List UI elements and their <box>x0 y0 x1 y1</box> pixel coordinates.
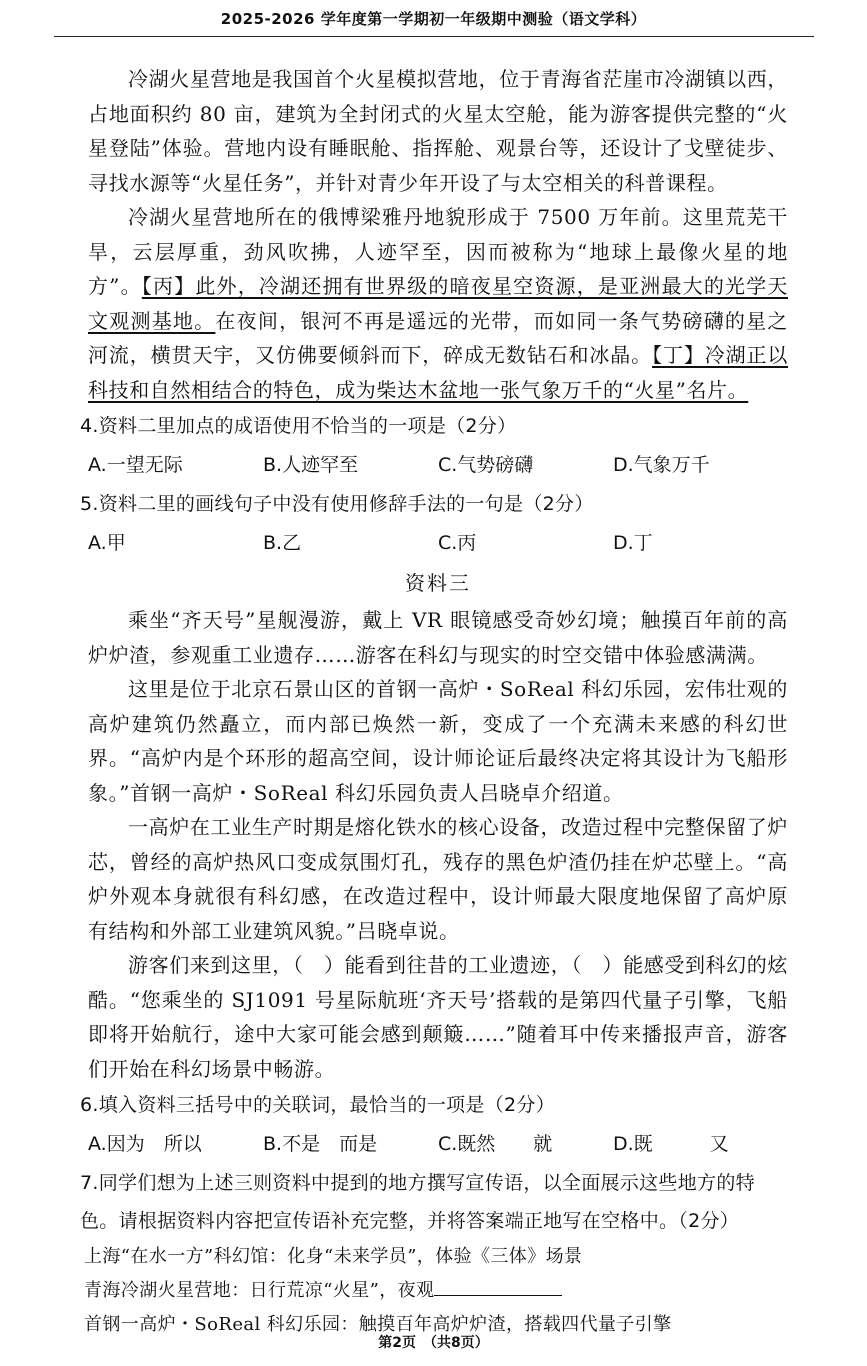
material3-title: 资料三 <box>405 571 471 595</box>
material2-p2-intro: 冷湖火星营地所在的俄博梁雅丹地貌形成于 7500 万年前。这里荒芜干旱，云层厚重，劲风吹拂，人迹罕至，因而被称为“地球上最像火星的地方”。 <box>88 205 788 298</box>
material3-paragraph-1: 乘坐“齐天号”星舰漫游，戴上 VR 眼镜感受奇妙幻境；触摸百年前的高炉炉渣，参观重工业遗存……游客在科幻与现实的时空交错中体验感满满。 <box>88 608 788 667</box>
header-divider <box>54 36 814 37</box>
material3-paragraph-2: 这里是位于北京石景山区的首钢一高炉・SoReal 科幻乐园，宏伟壮观的高炉建筑仍然矗立，而内部已焕然一新，变成了一个充满未来感的科幻世界。“高炉内是个环形的超高空间，设计师论证后最终决定将其设计为飞船形象。”首钢一高炉・SoReal 科幻乐园负责人吕晓卓介绍道。 <box>88 677 788 805</box>
page-content <box>80 62 789 1342</box>
underlined-sentence-ding: 【丁】冷湖正以科技和自然相结合的特色，成为柴达木盆地一张气象万千的“火星”名片。 <box>88 343 789 402</box>
q4-option-c[interactable]: C.气势磅礴 <box>438 454 534 476</box>
material2-paragraph-2 <box>88 200 788 407</box>
question-4-stem: 4.资料二里加点的成语使用不恰当的一项是（2分） <box>80 415 517 437</box>
q6-option-a[interactable]: A.因为 所以 <box>88 1133 202 1155</box>
slogan-qinghai-text: 青海冷湖火星营地：日行荒凉“火星”，夜观 <box>84 1280 435 1301</box>
slogan-shanghai: 上海“在水一方”科幻馆：化身“未来学员”，体验《三体》场景 <box>84 1246 583 1267</box>
q6-option-c[interactable]: C.既然 就 <box>438 1133 553 1155</box>
material3-paragraph-3: 一高炉在工业生产时期是熔化铁水的核心设备，改造过程中完整保留了炉芯，曾经的高炉热风口变成氛围灯孔，残存的黑色炉渣仍挂在炉芯壁上。“高炉外观本身就很有科幻感，在改造过程中，设计师最大限度地保留了高炉原有结构和外部工业建筑风貌。”吕晓卓说。 <box>88 815 788 943</box>
material2-paragraph-1: 冷湖火星营地是我国首个火星模拟营地，位于青海省茫崖市冷湖镇以西，占地面积约 80 亩，建筑为全封闭式的火星太空舱，能为游客提供完整的“火星登陆”体验。营地内设有睡眠舱、指挥舱、观景台等，还设计了戈壁徒步、寻找水源等“火星任务”，并针对青少年开设了与太空相关的科普课程。 <box>88 67 788 195</box>
q5-option-b[interactable]: B.乙 <box>263 532 302 554</box>
question-5-stem: 5.资料二里的画线句子中没有使用修辞手法的一句是（2分） <box>80 493 594 515</box>
answer-blank[interactable] <box>434 1277 562 1296</box>
slogan-qinghai <box>84 1274 788 1308</box>
q5-option-a[interactable]: A.甲 <box>88 532 126 554</box>
q6-option-d[interactable]: D.既 又 <box>613 1133 729 1155</box>
question-6-options <box>88 1124 788 1164</box>
q6-option-b[interactable]: B.不是 而是 <box>263 1133 378 1155</box>
q4-option-a[interactable]: A.一望无际 <box>88 454 183 476</box>
underlined-sentence-bing: 【丙】此外，冷湖还拥有世界级的暗夜星空资源，是亚洲最大的光学天文观测基地。 <box>88 274 788 333</box>
q4-option-d[interactable]: D.气象万千 <box>613 454 710 476</box>
material2-p2-middle: 在夜间，银河不再是遥远的光带，而如同一条气势磅礴的星之河流，横贯天宇，又仿佛要倾斜而下，碎成无数钻石和冰晶。 <box>88 308 788 367</box>
question-5-options <box>88 523 788 563</box>
material3-paragraph-4: 游客们来到这里，（ ）能看到往昔的工业遗迹，（ ）能感受到科幻的炫酷。“您乘坐的 SJ1091 号星际航班‘齐天号’搭载的是第四代量子引擎，飞船即将开始航行，途中大家可能会感到颠簸……”随着耳中传来播报声音，游客们开始在科幻场景中畅游。 <box>88 953 788 1081</box>
question-6-stem: 6.填入资料三括号中的关联词，最恰当的一项是（2分） <box>80 1094 556 1116</box>
question-4-options <box>88 445 788 485</box>
exam-header: 2025-2026 学年度第一学期初一年级期中测验（语文学科） <box>220 10 647 28</box>
q5-option-c[interactable]: C.丙 <box>438 532 477 554</box>
page-footer: 第2页 （共8页） <box>378 1335 489 1351</box>
slogan-shougang: 首钢一高炉・SoReal 科幻乐园：触摸百年高炉炉渣，搭载四代量子引擎 <box>84 1314 672 1335</box>
q4-option-b[interactable]: B.人迹罕至 <box>263 454 359 476</box>
question-7-stem: 7.同学们想为上述三则资料中提到的地方撰写宣传语，以全面展示这些地方的特色。请根据资料内容把宣传语补充完整，并将答案端正地写在空格中。（2分） <box>80 1172 755 1232</box>
q5-option-d[interactable]: D.丁 <box>613 532 653 554</box>
